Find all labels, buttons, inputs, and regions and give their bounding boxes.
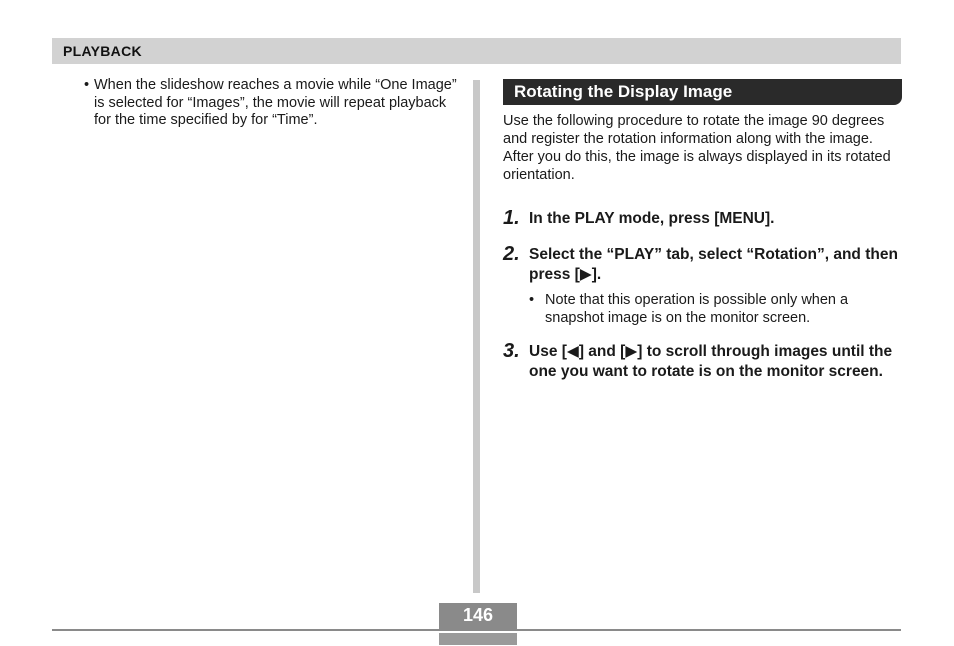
step-number: 2.: [503, 243, 520, 265]
step-text: In the PLAY mode, press [MENU].: [529, 210, 775, 227]
step-text: Use [◀] and [▶] to scroll through images until the one you want to rotate is on the monitor screen.: [529, 343, 893, 380]
step-2: [503, 244, 903, 285]
step-number: 1.: [503, 207, 520, 229]
step-3: [503, 341, 903, 382]
step-2-note: [529, 291, 889, 327]
page-number-box: [439, 603, 517, 645]
left-bullet-text: When the slideshow reaches a movie while “One Image” is selected for “Images”, the movie will repeat playback for the time specified by for “Time”.: [94, 77, 457, 128]
bullet-icon: •: [84, 77, 90, 93]
section-header-bar: [52, 38, 901, 64]
column-divider: [473, 80, 480, 593]
section-header-label: PLAYBACK: [63, 43, 142, 59]
left-bullet-item: [84, 77, 464, 130]
bullet-icon: •: [529, 292, 535, 308]
section-title: Rotating the Display Image: [514, 82, 733, 101]
section-intro: Use the following procedure to rotate the image 90 degrees and register the rotation information along with the image. After you do this, the image is always displayed in its rotated orientation.: [503, 113, 891, 183]
step-number: 3.: [503, 340, 520, 362]
section-title-bar: [503, 79, 902, 105]
left-column: [84, 77, 464, 130]
step-text: Select the “PLAY” tab, select “Rotation”, and then press [▶].: [529, 246, 898, 283]
page-number: 146: [462, 605, 494, 625]
note-text: Note that this operation is possible only when a snapshot image is on the monitor screen.: [545, 292, 849, 326]
step-1: [503, 208, 903, 229]
page-number-tab-base: [439, 633, 517, 645]
